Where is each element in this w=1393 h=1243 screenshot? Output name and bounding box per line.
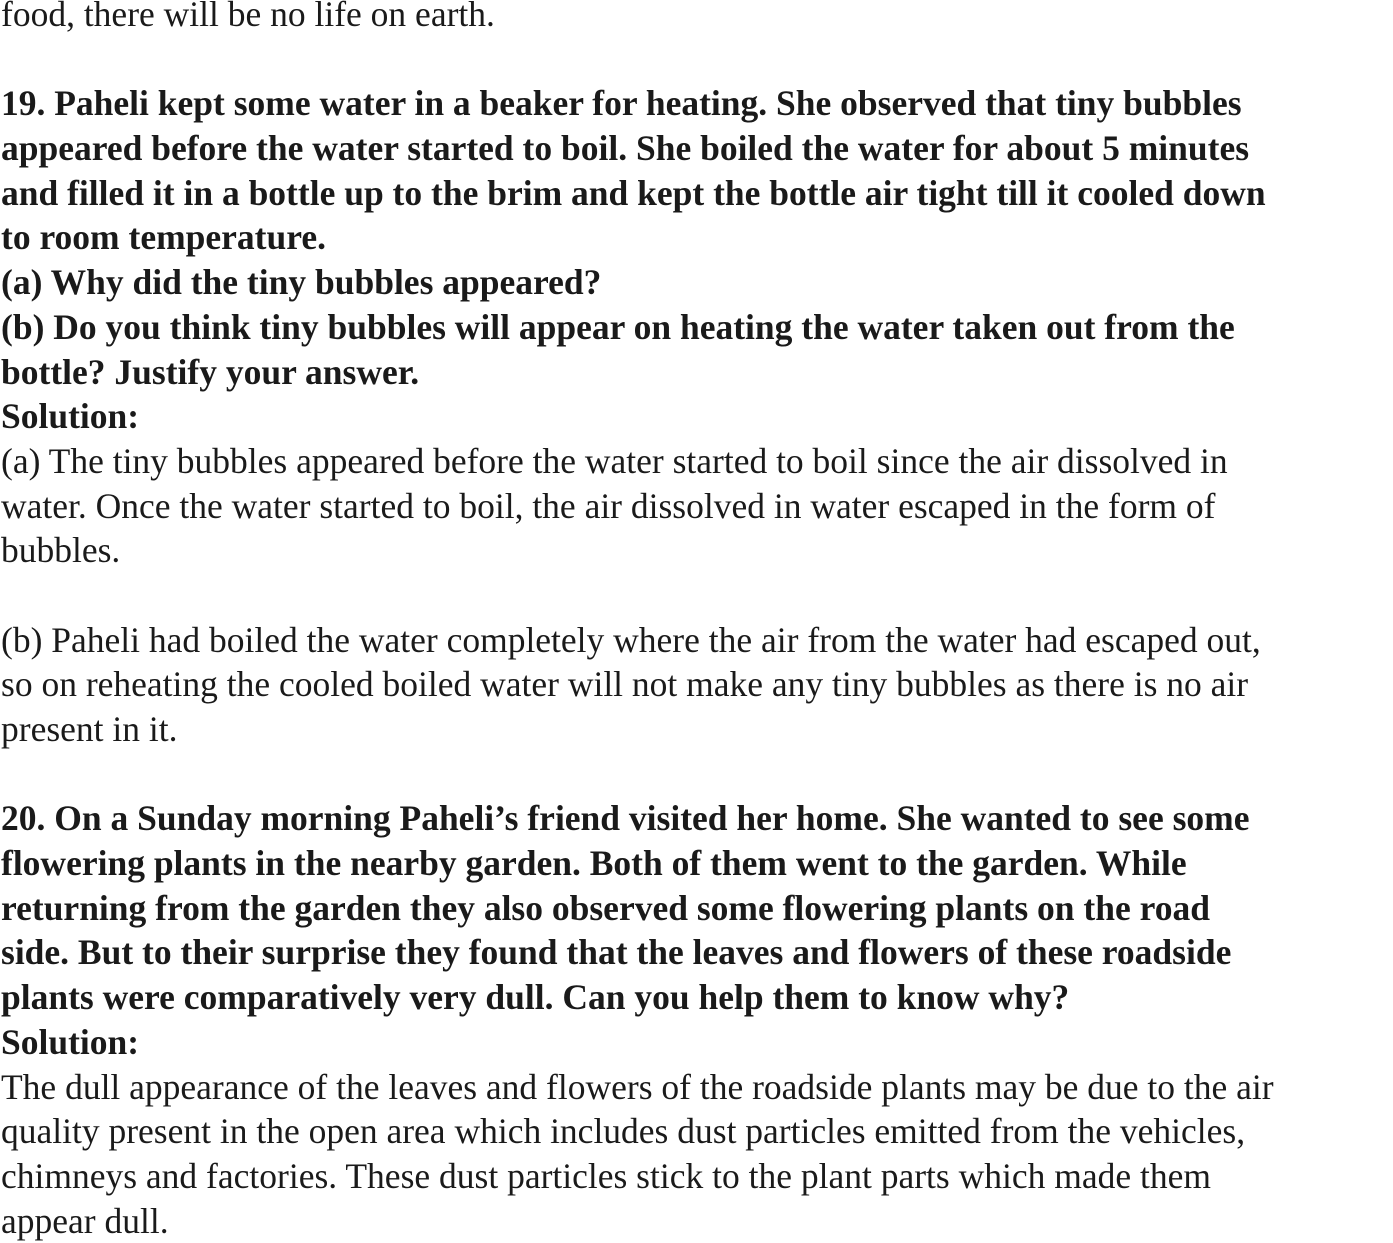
answer-text-line: water. Once the water started to boil, the air dissolved in water escaped in the form of <box>1 485 1216 526</box>
question-text-line: (b) Do you think tiny bubbles will appear on heating the water taken out from the <box>1 306 1235 347</box>
answer-text-line: present in it. <box>1 709 178 749</box>
solution-label: Solution: <box>1 396 140 437</box>
question-text-line: side. But to their surprise they found that the leaves and flowers of these roadside <box>1 932 1232 973</box>
paragraph-gap <box>1 37 1274 82</box>
question-text-line: returning from the garden they also observed some flowering plants on the road <box>1 887 1210 928</box>
question-text-line: to room temperature. <box>1 217 326 258</box>
question-text-line: bottle? Justify your answer. <box>1 351 420 392</box>
question-text-line: (a) Why did the tiny bubbles appeared? <box>1 262 602 303</box>
answer-text-line: (b) Paheli had boiled the water completely where the air from the water had escaped out, <box>1 619 1261 660</box>
question-text-line: plants were comparatively very dull. Can you help them to know why? <box>1 977 1070 1018</box>
question-text-line: 20. On a Sunday morning Paheli’s friend visited her home. She wanted to see some <box>1 798 1250 839</box>
solution-label: Solution: <box>1 1021 140 1062</box>
answer-text-line: (a) The tiny bubbles appeared before the water started to boil since the air dissolved in <box>1 440 1228 481</box>
question-text-line: and filled it in a bottle up to the brim and kept the bottle air tight till it cooled down <box>1 172 1266 213</box>
answer-text-line: bubbles. <box>1 530 121 571</box>
paragraph-gap <box>1 752 1274 797</box>
answer-text-line: quality present in the open area which includes dust particles emitted from the vehicles, <box>1 1111 1246 1152</box>
question-text-line: 19. Paheli kept some water in a beaker for heating. She observed that tiny bubbles <box>1 83 1242 124</box>
document-page <box>1 0 1274 1243</box>
question-text-line: flowering plants in the nearby garden. Both of them went to the garden. While <box>1 843 1187 884</box>
paragraph-gap <box>1 573 1274 618</box>
question-text-line: appeared before the water started to boil. She boiled the water for about 5 minutes <box>1 128 1250 169</box>
answer-text-line: food, there will be no life on earth. <box>1 0 495 34</box>
answer-text-line: so on reheating the cooled boiled water will not make any tiny bubbles as there is no air <box>1 664 1249 705</box>
answer-text-line: chimneys and factories. These dust particles stick to the plant parts which made them <box>1 1155 1211 1196</box>
answer-text-line: The dull appearance of the leaves and flowers of the roadside plants may be due to the air <box>1 1066 1274 1107</box>
answer-text-line: appear dull. <box>1 1200 169 1241</box>
